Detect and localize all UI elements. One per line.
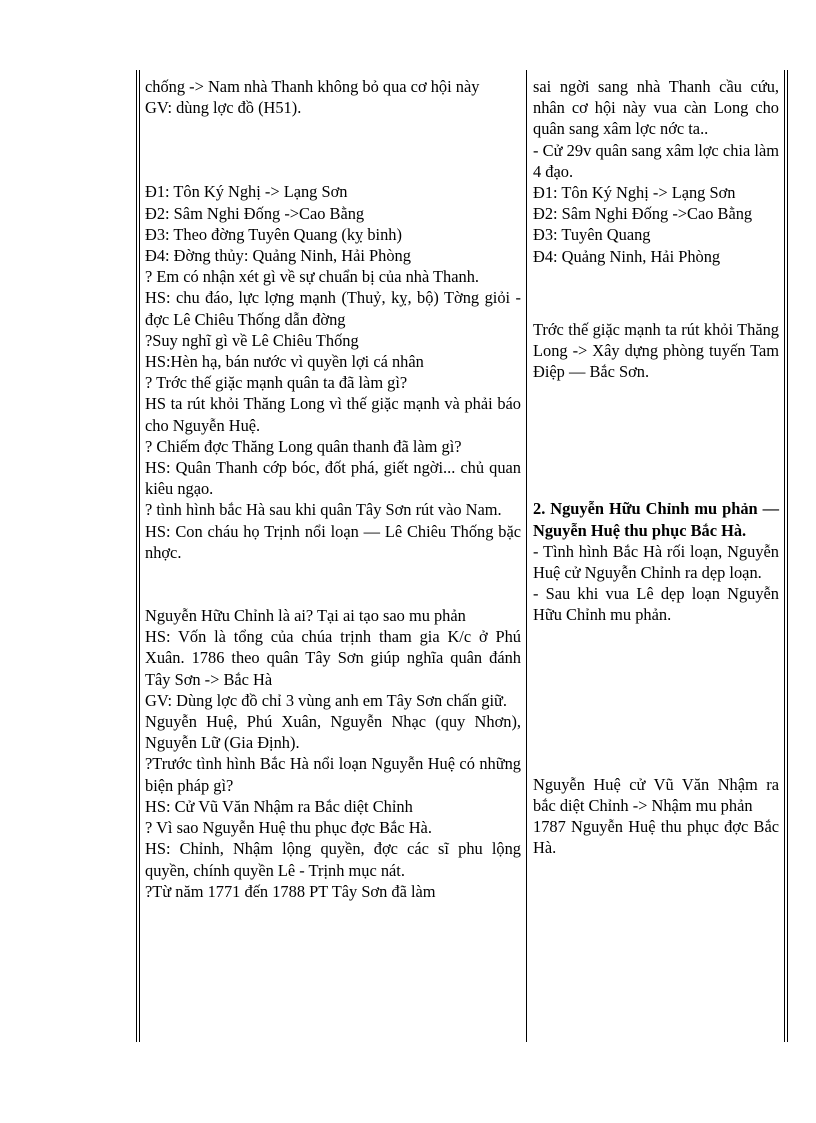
left-paragraph: HS: Cử Vũ Văn Nhậm ra Bắc diệt Chỉnh: [145, 796, 413, 816]
right-paragraph: sai ngời sang nhà Thanh cầu cứu, nhân cơ hội này vua càn Long cho quân sang xâm lợc nớc ta..: [533, 77, 779, 139]
right-paragraph: - Cử 29v quân sang xâm lợc chia làm 4 đạo.: [533, 140, 779, 181]
left-paragraph: HS: Chỉnh, Nhậm lộng quyền, đợc các sĩ phu lộng quyền, chính quyền Lê - Trịnh mục nát.: [145, 839, 521, 880]
left-paragraph: HS: Quân Thanh cớp bóc, đốt phá, giết ngời... chủ quan kiêu ngạo.: [145, 458, 521, 499]
right-column: [533, 76, 779, 858]
left-paragraph: GV: dùng lợc đồ (H51).: [145, 98, 302, 118]
left-paragraph: HS: Vốn là tổng của chúa trịnh tham gia K/c ở Phú Xuân. 1786 theo quân Tây Sơn giúp nghĩa quân đánh Tây Sơn -> Bắc Hà: [145, 627, 521, 689]
table-border-right-outer: [787, 70, 788, 1042]
section-heading: 2. Nguyễn Hữu Chỉnh mu phản —Nguyễn Huệ thu phục Bắc Hà.: [533, 499, 779, 540]
left-paragraph: ? Chiếm đợc Thăng Long quân thanh đã làm gì?: [145, 436, 462, 456]
left-paragraph: ?Trước tình hình Bắc Hà nổi loạn Nguyễn Huệ có những biện pháp gì?: [145, 754, 521, 795]
right-paragraph: Trớc thế giặc mạnh ta rút khỏi Thăng Long -> Xây dựng phòng tuyến Tam Điệp — Bắc Sơn.: [533, 319, 779, 382]
table-border-left-inner: [139, 70, 140, 1042]
left-paragraph: ? Trớc thế giặc mạnh quân ta đã làm gì?: [145, 373, 408, 393]
table-border-right-inner: [784, 70, 785, 1042]
right-paragraph: Nguyễn Huệ cử Vũ Văn Nhậm ra bắc diệt Chỉnh -> Nhậm mu phản: [533, 774, 779, 815]
left-paragraph: chống -> Nam nhà Thanh không bỏ qua cơ hội này: [145, 77, 480, 96]
right-paragraph: 1787 Nguyễn Huệ thu phục đợc Bắc Hà.: [533, 817, 779, 858]
right-paragraph: Đ1: Tôn Ký Nghị -> Lạng Sơn: [533, 183, 736, 203]
right-paragraph: - Sau khi vua Lê dẹp loạn Nguyễn Hữu Chỉnh mu phản.: [533, 584, 779, 625]
right-paragraph: - Tình hình Bắc Hà rối loạn, Nguyễn Huệ cử Nguyễn Chỉnh ra dẹp loạn.: [533, 541, 779, 583]
right-paragraph: Đ2: Sâm Nghi Đống ->Cao Bằng: [533, 204, 753, 224]
left-paragraph: HS ta rút khỏi Thăng Long vì thế giặc mạnh và phải báo cho Nguyễn Huệ.: [145, 394, 521, 435]
left-paragraph: GV: Dùng lợc đồ chỉ 3 vùng anh em Tây Sơn chấn giữ.: [145, 690, 508, 710]
left-paragraph: HS:Hèn hạ, bán nước vì quyền lợi cá nhân: [145, 352, 424, 372]
left-paragraph: Nguyễn Hữu Chỉnh là ai? Tại ai tạo sao mu phản: [145, 606, 466, 626]
left-paragraph: Nguyễn Huệ, Phú Xuân, Nguyễn Nhạc (quy Nhơn), Nguyễn Lữ (Gia Định).: [145, 712, 521, 753]
left-paragraph: ? Em có nhận xét gì về sự chuẩn bị của nhà Thanh.: [145, 267, 480, 287]
left-paragraph: Đ4: Đờng thủy: Quảng Ninh, Hải Phòng: [145, 246, 411, 266]
left-paragraph: ? tình hình bắc Hà sau khi quân Tây Sơn rút vào Nam.: [145, 500, 502, 520]
table-border-left-outer: [136, 70, 137, 1042]
table-column-divider: [526, 70, 527, 1042]
left-paragraph: ? Vì sao Nguyễn Huệ thu phục đợc Bắc Hà.: [145, 818, 432, 838]
left-paragraph: Đ2: Sâm Nghi Đống ->Cao Bằng: [145, 203, 365, 223]
left-paragraph: ?Suy nghĩ gì về Lê Chiêu Thống: [145, 330, 359, 350]
right-paragraph: Đ4: Quảng Ninh, Hải Phòng: [533, 246, 721, 266]
left-column: [145, 76, 521, 902]
left-paragraph: Đ1: Tôn Ký Nghị -> Lạng Sơn: [145, 182, 348, 202]
right-paragraph: Đ3: Tuyên Quang: [533, 225, 651, 245]
left-paragraph: ?Từ năm 1771 đến 1788 PT Tây Sơn đã làm: [145, 881, 436, 901]
left-paragraph: Đ3: Theo đờng Tuyên Quang (kỵ binh): [145, 224, 402, 244]
left-paragraph: HS: chu đáo, lực lợng mạnh (Thuỷ, kỵ, bộ) Tờng giỏi - đợc Lê Chiêu Thống dẫn đờng: [145, 288, 521, 329]
left-paragraph: HS: Con cháu họ Trịnh nổi loạn — Lê Chiêu Thống bặc nhợc.: [145, 521, 521, 562]
